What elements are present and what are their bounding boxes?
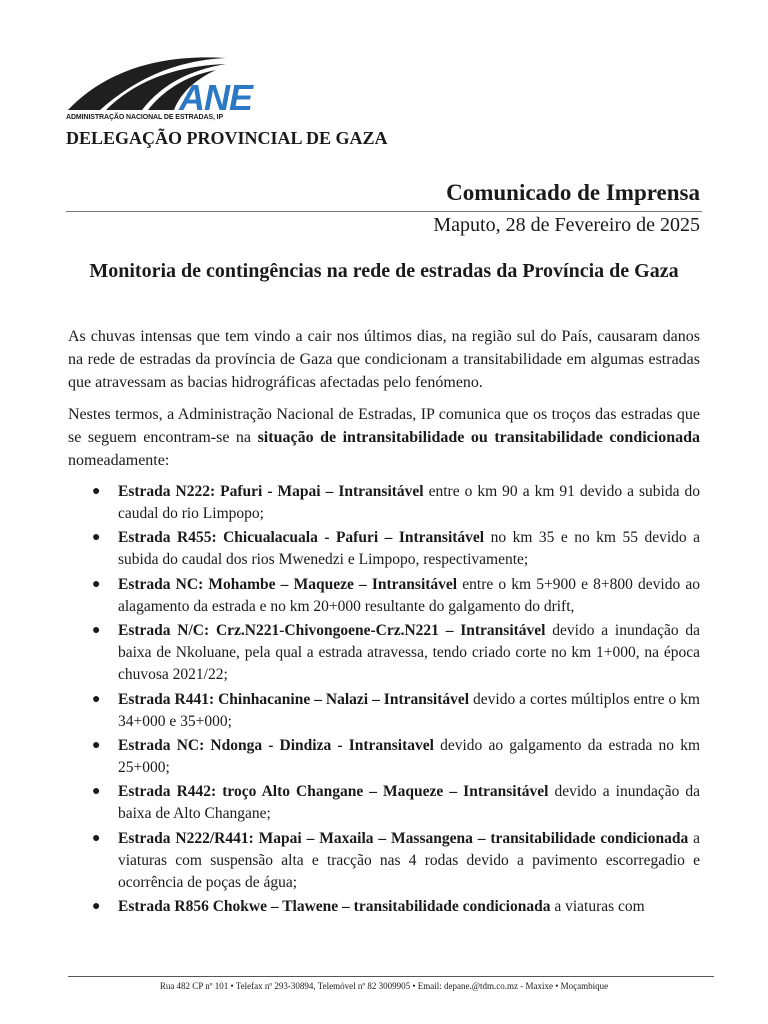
- page-title: Monitoria de contingências na rede de estradas da Província de Gaza: [89, 260, 679, 282]
- road-name: Estrada R442: troço Alto Changane – Maqueze – Intransitável: [118, 783, 549, 801]
- document-date: Maputo, 28 de Fevereiro de 2025: [433, 214, 700, 236]
- footer-divider: [68, 976, 714, 977]
- road-detail: a viaturas com: [550, 898, 645, 916]
- road-name: Estrada N/C: Crz.N221-Chivongoene-Crz.N221 – Intransitável: [118, 622, 546, 640]
- road-name: Estrada R441: Chinhacanine – Nalazi – Intransitável: [118, 690, 470, 708]
- road-detail: entre o km 5+900 e 8+800 devido ao alagamento da estrada e no km 20+000 resultante do galgamento do drift,: [118, 575, 700, 615]
- road-detail: a viaturas com suspensão alta e tracção nas 4 rodas devido a pavimento escorregadio e ocorrência de poças de água;: [118, 829, 700, 891]
- road-detail: devido a inundação da baixa de Nkoluane, pela qual a estrada atravessa, tendo criado corte no km 1+000, na época chuvosa 2021/22;: [118, 622, 701, 684]
- notice-paragraph: [68, 403, 700, 472]
- delegation-name: DELEGAÇÃO PROVINCIAL DE GAZA: [66, 128, 388, 148]
- header-divider: [66, 211, 702, 212]
- list-item: [68, 735, 700, 779]
- bullet-icon: ●: [92, 830, 101, 846]
- bullet-icon: ●: [92, 784, 101, 800]
- logo-wordmark: ANE: [179, 77, 253, 118]
- list-item: [68, 689, 700, 733]
- road-name: Estrada NC: Mohambe – Maqueze – Intransitável: [118, 575, 458, 593]
- ane-logo: [66, 52, 256, 122]
- list-item: [68, 828, 700, 894]
- list-item: [68, 620, 700, 686]
- bullet-icon: ●: [92, 576, 101, 592]
- road-detail: entre o km 90 a km 91 devido a subida do caudal do rio Limpopo;: [118, 483, 700, 522]
- notice-text-start: Nestes termos, a Administração Nacional de Estradas, IP comunica que os troços das estradas que se seguem encontram-se na: [68, 406, 700, 446]
- footer-contact: Rua 482 CP nº 101 • Telefax nº 293-30894, Telemóvel nº 82 3009905 • Email: depane.@tdm.co.mz - Maxixe • Moçambique: [159, 981, 609, 991]
- logo-subtitle: ADMINISTRAÇÃO NACIONAL DE ESTRADAS, IP: [66, 114, 224, 121]
- road-detail: devido ao galgamento da estrada no km 25+000;: [118, 736, 700, 776]
- list-item: [68, 781, 700, 825]
- road-detail: no km 35 e no km 55 devido a subida do caudal dos rios Mwenedzi e Limpopo, respectivamente;: [118, 529, 700, 569]
- road-name: Estrada R856 Chokwe – Tlawene – transitabilidade condicionada: [118, 898, 551, 916]
- road-name: Estrada N222/R441: Mapai – Maxaila – Massangena – transitabilidade condicionada: [118, 829, 689, 847]
- list-item: [68, 481, 700, 525]
- notice-text-end: nomeadamente:: [68, 452, 170, 469]
- road-name: Estrada N222: Pafuri - Mapai – Intransitável: [118, 483, 424, 500]
- road-status-list: [68, 481, 700, 921]
- intro-paragraph: As chuvas intensas que tem vindo a cair nos últimos dias, na região sul do País, causaram danos na rede de estradas da província de Gaza que condicionam a transitabilidade em algumas estradas que atravessam as bacias hidrográficas afectadas pelo fenómeno.: [68, 328, 700, 391]
- bullet-icon: ●: [92, 623, 101, 639]
- road-name: Estrada NC: Ndonga - Dindiza - Intransitavel: [118, 736, 434, 754]
- notice-text-bold: situação de intransitabilidade ou transitabilidade condicionada: [257, 429, 701, 446]
- bullet-icon: ●: [92, 530, 101, 546]
- bullet-icon: ●: [92, 484, 101, 499]
- bullet-icon: ●: [92, 691, 101, 707]
- bullet-icon: ●: [92, 737, 101, 753]
- list-item: [68, 574, 700, 618]
- list-item: [68, 896, 700, 918]
- road-name: Estrada R455: Chicualacuala - Pafuri – Intransitável: [118, 529, 485, 547]
- bullet-icon: ●: [92, 899, 101, 915]
- road-detail: devido a cortes múltiplos entre o km 34+000 e 35+000;: [118, 690, 700, 730]
- road-detail: devido a inundação da baixa de Alto Changane;: [118, 783, 701, 823]
- list-item: [68, 527, 700, 571]
- document-type: Comunicado de Imprensa: [446, 180, 700, 205]
